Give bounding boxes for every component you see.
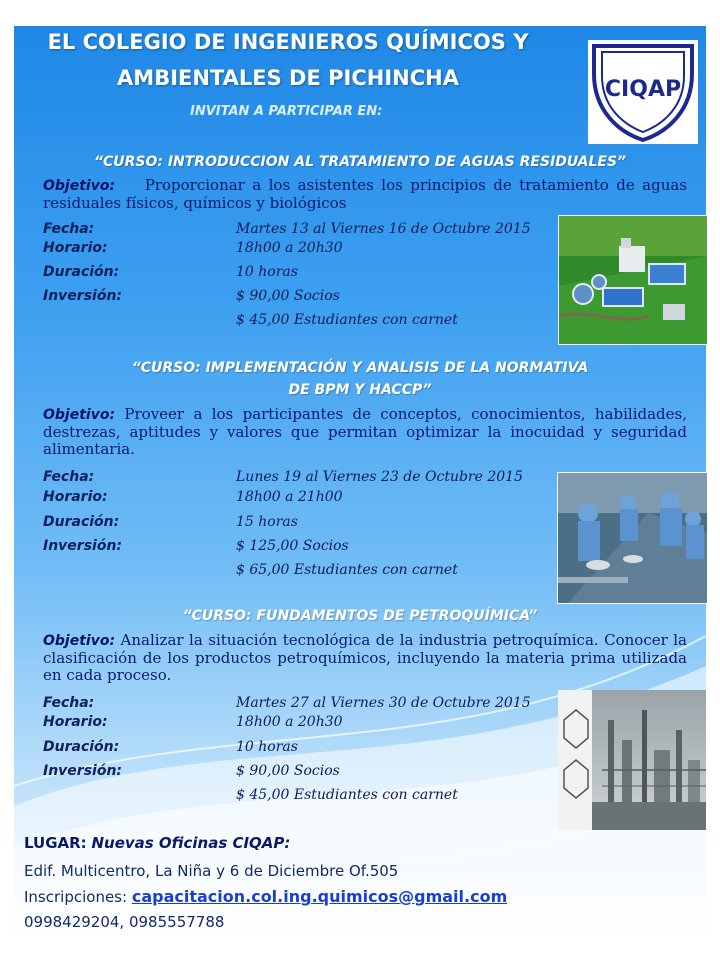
course3-fecha-label: Fecha:: [43, 695, 95, 711]
footer-phones: 0998429204, 0985557788: [24, 913, 225, 931]
course2-inversion-label: Inversión:: [43, 538, 123, 554]
footer-inscripciones: [24, 887, 507, 906]
course3-objective-text: Analizar la situación tecnológica de la industria petroquímica. Conocer la clasificación de los productos petroquímicos, incluyendo la materia prima utilizada en cada proceso.: [43, 631, 687, 684]
course3-title: “CURSO: FUNDAMENTOS DE PETROQUÍMICA”: [182, 608, 538, 624]
course2-duracion-label: Duración:: [43, 514, 120, 530]
inscripciones-label: Inscripciones:: [24, 888, 128, 906]
email-link[interactable]: capacitacion.col.ing.quimicos@gmail.com: [131, 887, 508, 906]
course2-inversion-estudiantes: $ 65,00 Estudiantes con carnet: [236, 562, 458, 578]
course2-objective-label: Objetivo:: [43, 407, 116, 423]
course3-duracion-value: 10 horas: [236, 739, 298, 755]
course2-objective-text: Proveer a los participantes de conceptos, conocimientos, habilidades, destrezas, aptitudes y valores que permitan optimizar la inocuidad y seguridad alimentaria.: [43, 405, 687, 458]
course3-inversion-socios: $ 90,00 Socios: [236, 763, 340, 779]
lugar-label: LUGAR:: [24, 834, 87, 852]
lugar-value: Nuevas Oficinas CIQAP:: [91, 834, 291, 852]
course1-fecha-value: Martes 13 al Viernes 16 de Octubre 2015: [236, 221, 531, 237]
course2-inversion-socios: $ 125,00 Socios: [236, 538, 349, 554]
course1-inversion-estudiantes: $ 45,00 Estudiantes con carnet: [236, 312, 458, 328]
course3-objective-label: Objetivo:: [43, 633, 116, 649]
course3-horario-value: 18h00 a 20h30: [236, 714, 343, 730]
course1-horario-value: 18h00 a 20h30: [236, 240, 343, 256]
course1-objective: [43, 177, 687, 212]
course2-duracion-value: 15 horas: [236, 514, 298, 530]
course2-horario-value: 18h00 a 21h00: [236, 489, 343, 505]
course3-objective: [43, 632, 687, 684]
course3-duracion-label: Duración:: [43, 739, 120, 755]
logo-text: CIQAP: [604, 77, 682, 102]
course1-duracion-label: Duración:: [43, 264, 120, 280]
course1-inversion-label: Inversión:: [43, 288, 123, 304]
course2-fecha-value: Lunes 19 al Viernes 23 de Octubre 2015: [236, 469, 523, 485]
wastewater-plant-image: [558, 215, 708, 345]
food-processing-image: [557, 472, 708, 604]
course1-fecha-label: Fecha:: [43, 221, 95, 237]
course2-objective: [43, 406, 687, 458]
course3-inversion-label: Inversión:: [43, 763, 123, 779]
header-subtitle: INVITAN A PARTICIPAR EN:: [190, 104, 383, 119]
course3-horario-label: Horario:: [43, 714, 108, 730]
ciqap-logo: [588, 40, 698, 144]
course2-title-line2: DE BPM Y HACCP”: [288, 382, 432, 398]
course2-fecha-label: Fecha:: [43, 469, 95, 485]
footer-lugar: [24, 834, 290, 852]
footer-address: Edif. Multicentro, La Niña y 6 de Diciembre Of.505: [24, 862, 399, 880]
course2-title-line1: “CURSO: IMPLEMENTACIÓN Y ANALISIS DE LA NORMATIVA: [131, 360, 589, 376]
course1-objective-text: Proporcionar a los asistentes los principios de tratamiento de aguas residuales físicos, químicos y biológicos: [43, 176, 688, 212]
header-title-line1: EL COLEGIO DE INGENIEROS QUÍMICOS Y: [47, 30, 529, 54]
course1-inversion-socios: $ 90,00 Socios: [236, 288, 340, 304]
header-title-line2: AMBIENTALES DE PICHINCHA: [117, 66, 459, 90]
course1-title: “CURSO: INTRODUCCION AL TRATAMIENTO DE AGUAS RESIDUALES”: [93, 154, 627, 170]
course2-horario-label: Horario:: [43, 489, 108, 505]
course1-duracion-value: 10 horas: [236, 264, 298, 280]
course3-fecha-value: Martes 27 al Viernes 30 de Octubre 2015: [236, 695, 531, 711]
petrochemical-plant-image: [558, 690, 706, 830]
course1-horario-label: Horario:: [43, 240, 108, 256]
course1-objective-label: Objetivo:: [43, 178, 116, 194]
course3-inversion-estudiantes: $ 45,00 Estudiantes con carnet: [236, 787, 458, 803]
